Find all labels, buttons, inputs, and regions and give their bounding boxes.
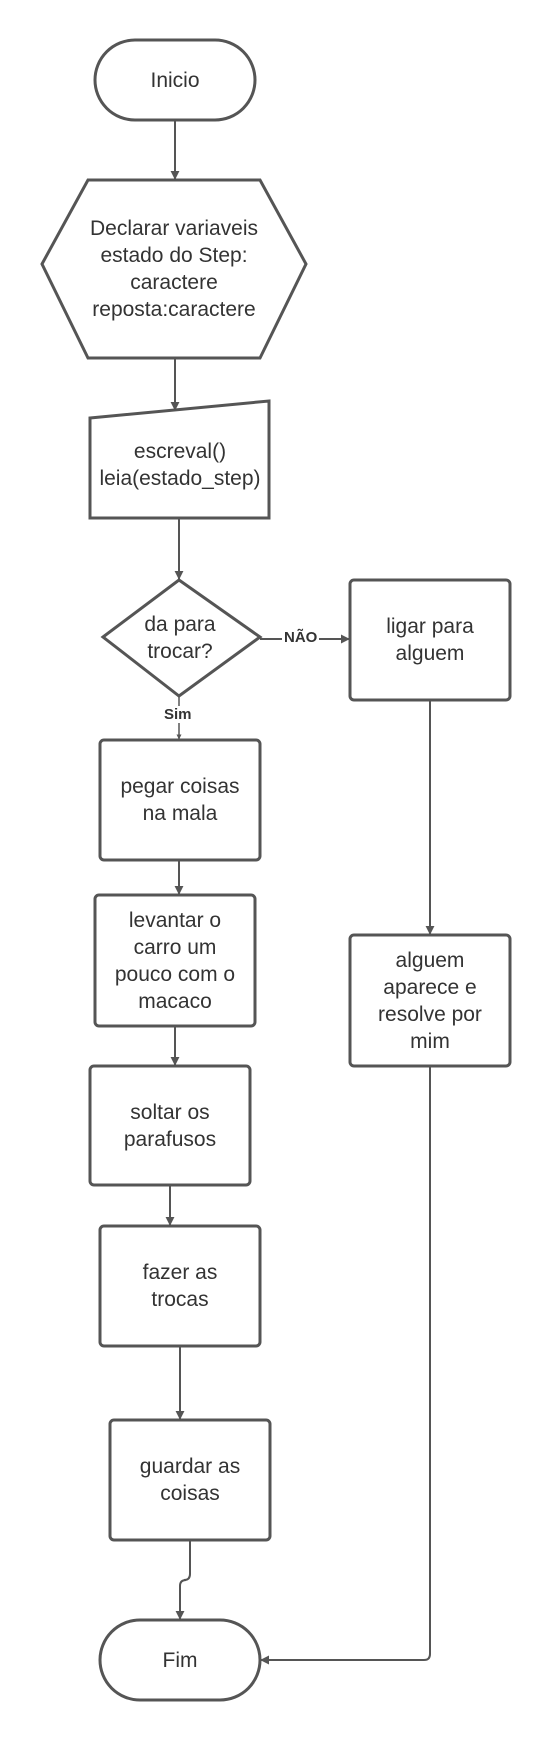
decision-text: da para trocar?: [144, 613, 216, 663]
end-terminal-text: Fim: [162, 1648, 198, 1672]
bolts-text: soltar os parafusos: [123, 1100, 217, 1151]
swap-text: fazer as trocas: [142, 1261, 218, 1311]
trunk-text: pegar coisas na mala: [120, 775, 240, 825]
declare-variables-text: Declarar variaveis estado do Step: caractere reposta:caractere: [89, 217, 259, 321]
edge-label-yes: Sim: [164, 706, 192, 723]
input-text: escreval() leia(estado_step): [99, 440, 261, 490]
start-terminal-text: Inicio: [150, 68, 200, 92]
edge-someone-end: [261, 1066, 430, 1660]
someone-appears-text: alguem aparece e resolve por mim: [378, 948, 482, 1053]
jack-text: levantar o carro um pouco com o macaco: [114, 908, 236, 1013]
edge-label-no: NÃO: [284, 629, 318, 646]
edge-store-end: [180, 1540, 190, 1619]
call-someone-text: ligar para alguem: [386, 615, 474, 665]
store-text: guardar as coisas: [139, 1455, 241, 1505]
